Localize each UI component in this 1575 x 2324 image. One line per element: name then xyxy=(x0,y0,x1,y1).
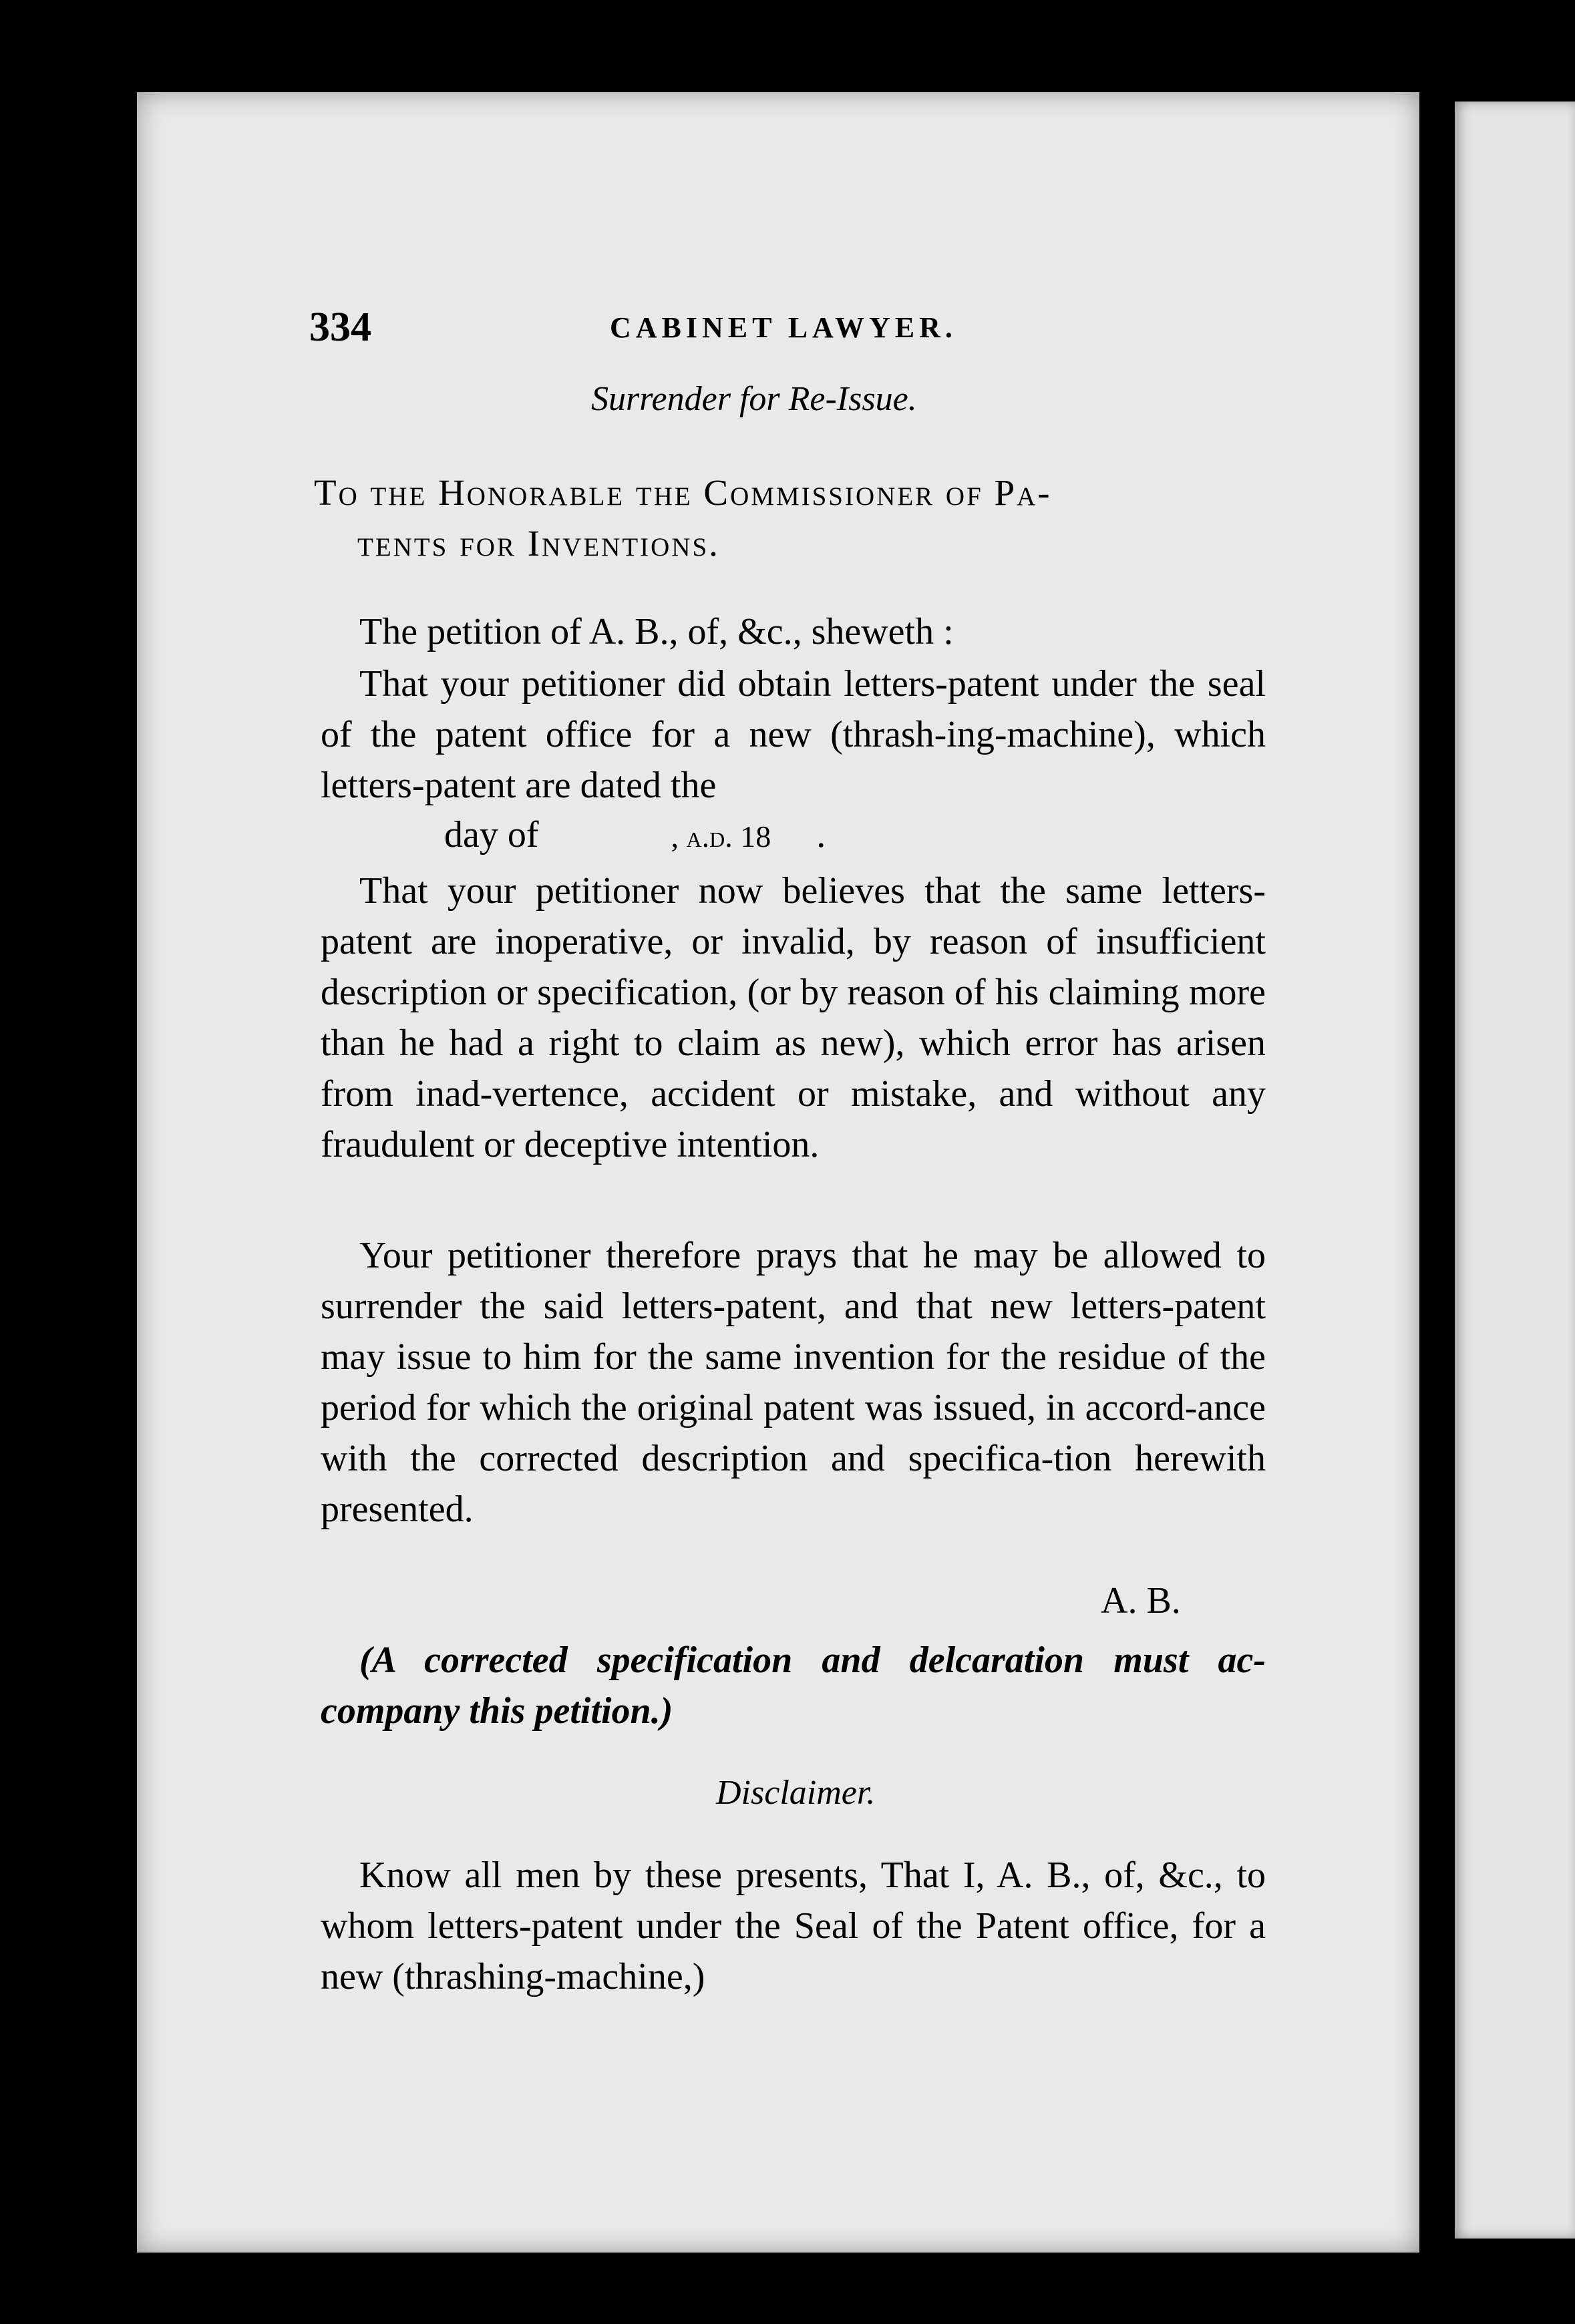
address-line-2: tents for Inventions. xyxy=(357,523,720,564)
surrender-heading: Surrender for Re-Issue. xyxy=(591,380,917,418)
page-number: 334 xyxy=(309,305,371,350)
address-line-1: To the Honorable the Commissioner of Pa- xyxy=(314,472,1052,513)
address-block xyxy=(314,467,1276,569)
facing-page-edge xyxy=(1455,102,1575,2239)
signature: A. B. xyxy=(1101,1580,1181,1621)
date-line-end: . xyxy=(816,814,826,855)
running-title: CABINET LAWYER. xyxy=(610,311,957,344)
note: (A corrected specification and delcaration must ac-company this petition.) xyxy=(321,1639,1266,1732)
date-line-prefix: day of xyxy=(444,814,539,855)
paragraph-1: That your petitioner did obtain letters-patent under the seal of the patent office for a new (thrash-ing-machine), which letters-patent are dated the xyxy=(321,663,1266,806)
paragraph-4: Know all men by these presents, That I, A. B., of, &c., to whom letters-patent under the Seal of the Patent office, for a new (thrashing-machine,) xyxy=(321,1855,1266,1997)
date-line-ad: , a.d. 18 xyxy=(671,819,771,853)
paragraph-3: Your petitioner therefore prays that he may be allowed to surrender the said letters-patent, and that new letters-patent may issue to him for the same invention for the residue of the period for which the original patent was issued, in accord-ance with the corrected description and specifica-tion herewith presented. xyxy=(321,1235,1266,1530)
paragraph-2: That your petitioner now believes that the same letters-patent are inoperative, or invalid, by reason of insufficient description or specification, (or by reason of his claiming more than he had a right to claim as new), which error has arisen from inad-vertence, accident or mistake, and without any fraudulent or deceptive intention. xyxy=(321,870,1266,1165)
disclaimer-heading: Disclaimer. xyxy=(716,1774,876,1812)
date-line xyxy=(444,813,826,856)
petition-opening: The petition of A. B., of, &c., sheweth : xyxy=(359,611,954,652)
running-head xyxy=(309,304,1044,357)
